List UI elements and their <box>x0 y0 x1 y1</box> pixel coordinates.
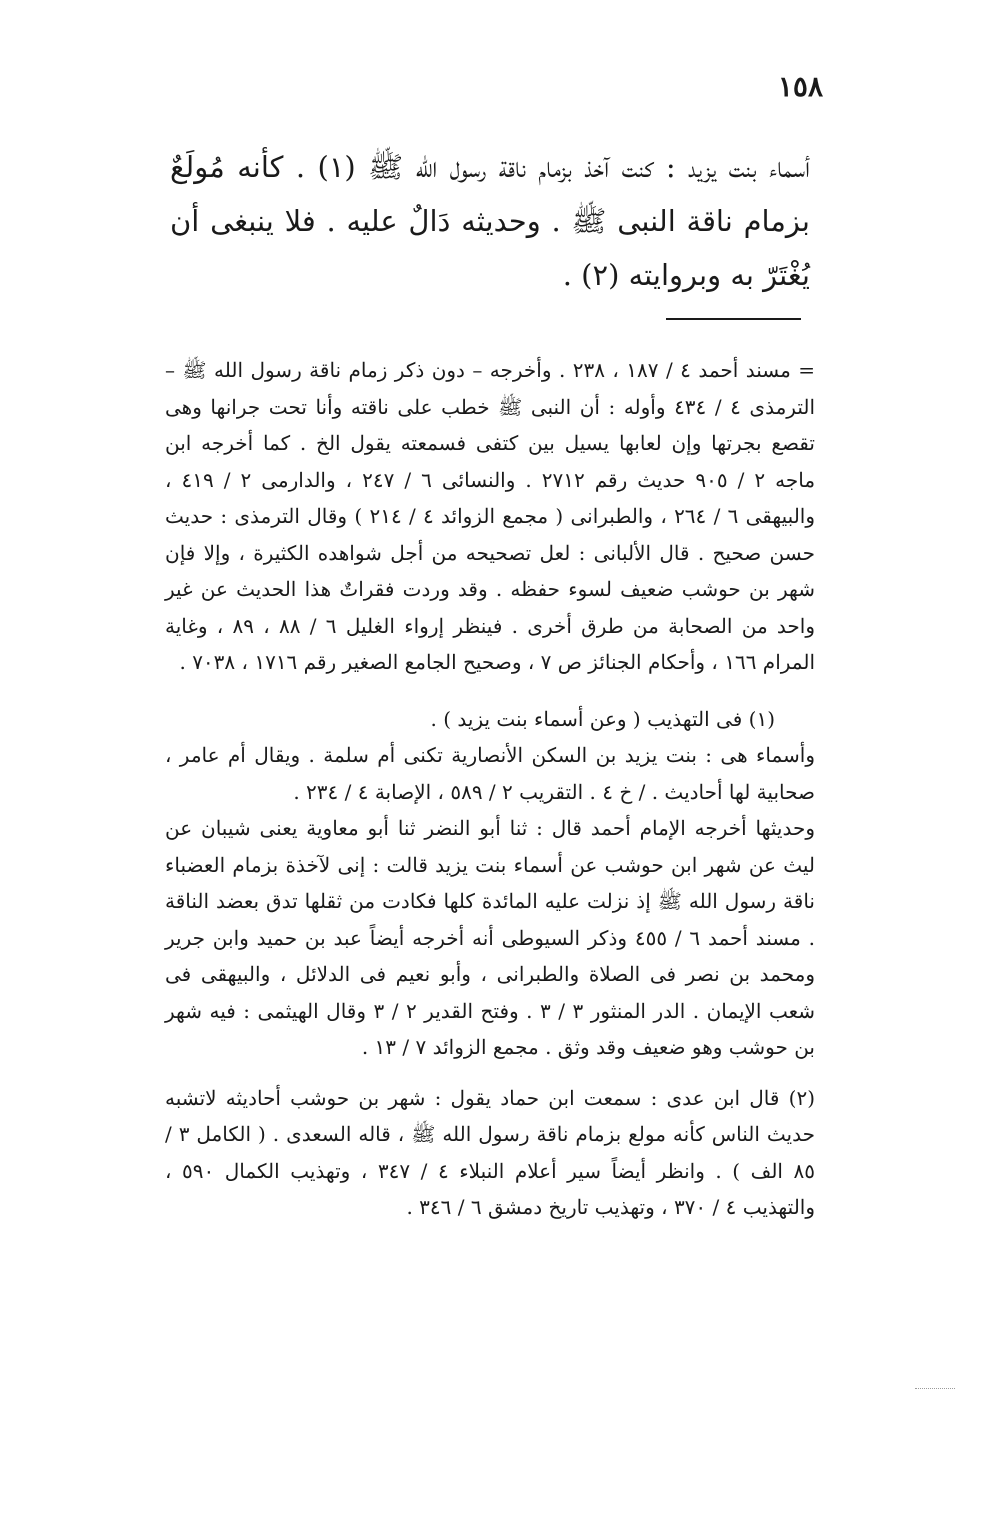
footnotes-block <box>165 352 815 1226</box>
main-paragraph: أسماء بنت يزيد : كنت آخذ بزمام ناقة رسول الله ﷺ (١) . كأنه مُولَعٌ بزمام ناقة النبى ﷺ . وحديثه دَالٌ عليه . فلا ينبغى أن يُغْتَرّ به وبروايته (٢) . <box>170 150 811 292</box>
footnote-1-body-b: وحديثها أخرجه الإمام أحمد قال : ثنا أبو النضر ثنا أبو معاوية يعنى شيبان عن ليث عن شهر ابن حوشب عن أسماء بنت يزيد قالت : إنى لآخذة بزمام العضباء ناقة رسول الله ﷺ إذ نزلت عليه المائدة كلها فكادت من ثقلها تدق بعضد الناقة . مسند أحمد ٦ / ٤٥٥ وذكر السيوطى أنه أخرجه أيضاً عبد بن حميد وابن جرير ومحمد بن نصر فى الصلاة والطبرانى ، وأبو نعيم فى الدلائل ، والبيهقى فى شعب الإيمان . الدر المنثور ٣ / ٣ . وفتح القدير ٢ / ٣ وقال الهيثمى : فيه شهر بن حوشب وهو ضعيف وقد وثق . مجمع الزوائد ٧ / ١٣ . <box>165 816 816 1059</box>
page-number: ١٥٨ <box>777 70 823 103</box>
footnote-2: (٢) قال ابن عدى : سمعت ابن حماد يقول : شهر بن حوشب أحاديثه لاتشبه حديث الناس كأنه مولع بزمام ناقة رسول الله ﷺ ، قاله السعدى . ( الكامل ٣ / ٨٥ الف ) . وانظر أيضاً سير أعلام النبلاء ٤ / ٣٤٧ ، وتهذيب الكمال ٥٩٠ ، والتهذيب ٤ / ٣٧٠ ، وتهذيب تاريخ دمشق ٦ / ٣٤٦ . <box>165 1085 816 1219</box>
footnote-1-body-a: وأسماء هى : بنت يزيد بن السكن الأنصارية تكنى أم سلمة . ويقال أم عامر ، صحابية لها أحاديث . / خ ٤ . التقريب ٢ / ٥٨٩ ، الإصابة ٤ / ٢٣٤ . <box>165 743 815 804</box>
scan-speck <box>915 1388 955 1392</box>
footnote-1-heading: (١) فى التهذيب ( وعن أسماء بنت يزيد ) . <box>430 706 775 731</box>
footnote-continuation: = مسند أحمد ٤ / ١٨٧ ، ٢٣٨ . وأخرجه – دون ذكر زمام ناقة رسول الله ﷺ – الترمذى ٤ / ٤٣٤ وأوله : أن النبى ﷺ خطب على ناقته وأنا تحت جرانها وهى تقصع بجرتها وإن لعابها يسيل بين كتفى فسمعته يقول الخ . كما أخرجه ابن ماجه ٢ / ٩٠٥ حديث رقم ٢٧١٢ . والنسائى ٦ / ٢٤٧ ، والدارمى ٢ / ٤١٩ ، والبيهقى ٦ / ٢٦٤ ، والطبرانى ( مجمع الزوائد ٤ / ٢١٤ ) وقال الترمذى : حديث حسن صحيح . قال الألبانى : لعل تصحيحه من أجل شواهده الكثيرة ، وإلا فإن شهر بن حوشب ضعيف لسوء حفظه . وقد وردت فقراتٌ هذا الحديث عن غير واحد من الصحابة من طرق أخرى . فينظر إرواء الغليل ٦ / ٨٨ ، ٨٩ ، وغاية المرام ١٦٦ ، وأحكام الجنائز ص ٧ ، وصحيح الجامع الصغير رقم ١٧١٦ ، ٧٠٣٨ . <box>165 358 816 674</box>
footnote-separator <box>666 318 801 320</box>
main-text-block <box>170 140 810 302</box>
